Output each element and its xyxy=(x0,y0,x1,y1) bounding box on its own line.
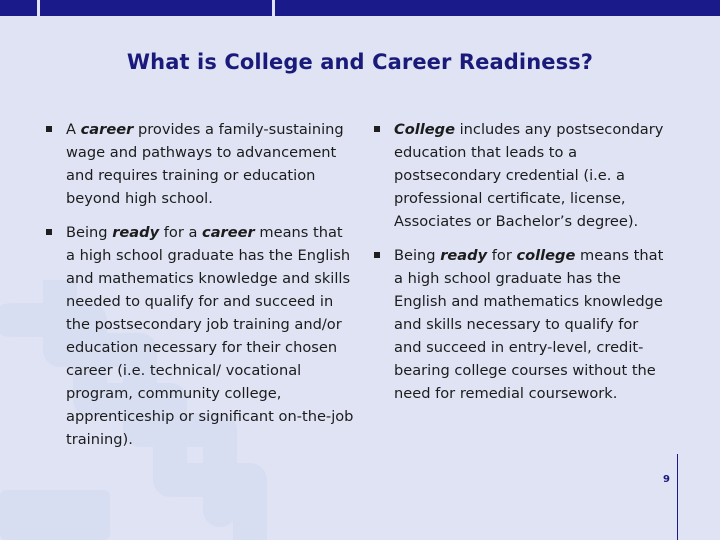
bullet-text: Being xyxy=(394,247,441,264)
bullet-text: A xyxy=(66,121,81,138)
square-bullet-icon xyxy=(46,229,52,235)
emphasis-ready: ready xyxy=(112,224,160,241)
bullet-text: provides a family-sustaining wage and pathways to advancement and requires training or education beyond high school. xyxy=(66,121,344,207)
bullet-text: Being xyxy=(66,224,113,241)
emphasis-career: career xyxy=(202,224,255,241)
bullet-text: includes any postsecondary education that leads to a postsecondary credential (i.e. a professional certificate, license, Associates or Bachelor’s degree). xyxy=(394,121,664,230)
top-bar xyxy=(0,0,720,16)
square-bullet-icon xyxy=(374,126,380,132)
right-column xyxy=(372,118,668,416)
bullet-item-career-readiness xyxy=(44,221,354,451)
bullet-item-college-definition xyxy=(372,118,668,233)
top-bar-segment-right xyxy=(275,0,720,16)
bullet-text: for xyxy=(487,247,517,264)
emphasis-college: college xyxy=(516,247,576,264)
left-column xyxy=(44,118,354,462)
square-bullet-icon xyxy=(374,252,380,258)
square-bullet-icon xyxy=(46,126,52,132)
page-title: What is College and Career Readiness? xyxy=(126,50,594,74)
emphasis-career: career xyxy=(80,121,134,138)
bullet-item-college-readiness xyxy=(372,244,668,405)
bullet-text: for a xyxy=(159,224,203,241)
bullet-text: means that a high school graduate has the English and mathematics knowledge and skills needed to qualify for and succeed in the postsecondary job training and/or education necessary for their chosen career (i.e. technical/ vocational program, community college, apprenticeship or significant on-the-job training). xyxy=(66,224,354,448)
emphasis-ready: ready xyxy=(440,247,488,264)
bullet-text: means that a high school graduate has the English and mathematics knowledge and skills necessary to qualify for and succeed in entry-level, credit-bearing college courses without the need for remedial coursework. xyxy=(394,247,664,402)
page-number: 9 xyxy=(663,474,670,485)
page-number-rule xyxy=(677,454,678,540)
bullet-item-career-definition xyxy=(44,118,354,210)
top-bar-segment-middle xyxy=(40,0,272,16)
emphasis-college: College xyxy=(394,121,455,138)
top-bar-segment-left xyxy=(0,0,37,16)
